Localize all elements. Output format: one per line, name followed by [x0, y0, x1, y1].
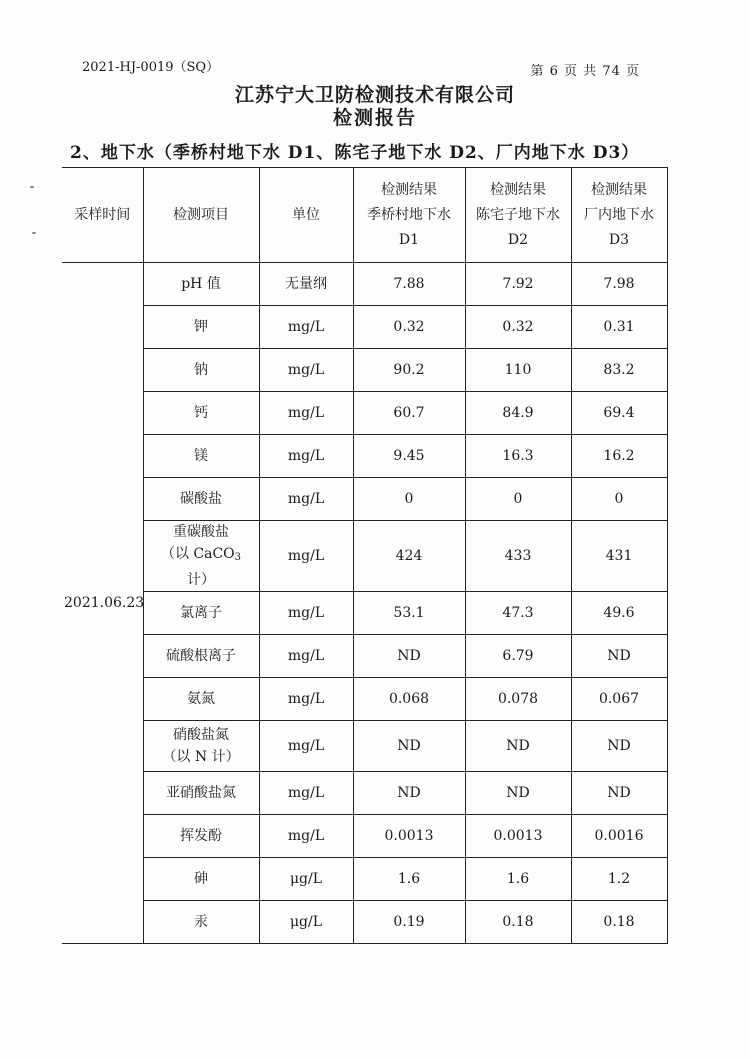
result-d1-cell: 53.1 — [353, 592, 465, 635]
table-row — [62, 435, 667, 478]
header-test-item: 检测项目 — [143, 168, 259, 263]
note-text: （以 CaCO — [160, 546, 235, 562]
table-row — [62, 521, 667, 592]
result-d3-cell: 69.4 — [571, 392, 667, 435]
test-item-cell: 碳酸盐 — [143, 478, 259, 521]
header-line: D3 — [608, 231, 630, 248]
result-d1-cell: 7.88 — [353, 263, 465, 306]
header-line: 检测结果 — [591, 181, 647, 198]
result-d3-cell: 0.0016 — [571, 815, 667, 858]
result-d2-cell: ND — [465, 721, 571, 772]
result-d3-cell: 16.2 — [571, 435, 667, 478]
header-line: 季桥村地下水 — [367, 206, 451, 223]
result-d3-cell: 0.067 — [571, 678, 667, 721]
table-row — [62, 592, 667, 635]
result-d2-cell: 433 — [465, 521, 571, 592]
unit-cell: 无量纲 — [259, 263, 353, 306]
test-item-cell — [143, 721, 259, 772]
unit-cell: mg/L — [259, 521, 353, 592]
section-title: 2、地下水（季桥村地下水 D1、陈宅子地下水 D2、厂内地下水 D3） — [70, 143, 640, 163]
result-d3-cell: ND — [571, 721, 667, 772]
result-d1-cell: 424 — [353, 521, 465, 592]
scan-speck — [32, 232, 36, 234]
unit-cell: mg/L — [259, 815, 353, 858]
result-d2-cell: 1.6 — [465, 858, 571, 901]
result-d2-cell: 84.9 — [465, 392, 571, 435]
result-d2-cell: ND — [465, 772, 571, 815]
unit-cell: mg/L — [259, 635, 353, 678]
unit-cell: mg/L — [259, 392, 353, 435]
note-text: 计） — [187, 572, 215, 588]
unit-cell: mg/L — [259, 772, 353, 815]
result-d2-cell: 47.3 — [465, 592, 571, 635]
result-d3-cell: 431 — [571, 521, 667, 592]
table-row — [62, 635, 667, 678]
test-item-cell — [143, 521, 259, 592]
result-d1-cell: ND — [353, 721, 465, 772]
table-row — [62, 678, 667, 721]
header-result-d2 — [465, 168, 571, 263]
result-d3-cell: 49.6 — [571, 592, 667, 635]
result-d3-cell: 1.2 — [571, 858, 667, 901]
test-item-cell: 钾 — [143, 306, 259, 349]
result-d2-cell: 0 — [465, 478, 571, 521]
header-unit: 单位 — [259, 168, 353, 263]
test-item-cell: 砷 — [143, 858, 259, 901]
result-d3-cell: 83.2 — [571, 349, 667, 392]
unit-cell: mg/L — [259, 435, 353, 478]
test-item-name: 硝酸盐氮 — [173, 727, 229, 743]
test-item-cell: 氯离子 — [143, 592, 259, 635]
result-d3-cell: ND — [571, 772, 667, 815]
test-item-cell: 亚硝酸盐氮 — [143, 772, 259, 815]
test-item-cell: 汞 — [143, 901, 259, 944]
table-row — [62, 392, 667, 435]
test-item-note: （以 N 计） — [162, 749, 240, 765]
result-d1-cell: 0.0013 — [353, 815, 465, 858]
result-d1-cell: 60.7 — [353, 392, 465, 435]
company-name: 江苏宁大卫防检测技术有限公司 — [234, 84, 515, 106]
result-d3-cell: 0 — [571, 478, 667, 521]
table-row — [62, 772, 667, 815]
result-d3-cell: 0.18 — [571, 901, 667, 944]
table-row — [62, 858, 667, 901]
table-row — [62, 901, 667, 944]
result-d2-cell: 0.078 — [465, 678, 571, 721]
result-d1-cell: 0 — [353, 478, 465, 521]
scan-speck — [30, 186, 34, 188]
result-d1-cell: ND — [353, 635, 465, 678]
table-row — [62, 815, 667, 858]
result-d1-cell: 0.19 — [353, 901, 465, 944]
result-d3-cell: ND — [571, 635, 667, 678]
result-d2-cell: 16.3 — [465, 435, 571, 478]
unit-cell: mg/L — [259, 678, 353, 721]
result-d1-cell: ND — [353, 772, 465, 815]
result-d2-cell: 0.18 — [465, 901, 571, 944]
table-row — [62, 349, 667, 392]
test-item-cell: pH 值 — [143, 263, 259, 306]
result-d3-cell: 0.31 — [571, 306, 667, 349]
table-row — [62, 306, 667, 349]
header-line: 检测结果 — [490, 181, 546, 198]
result-d2-cell: 0.0013 — [465, 815, 571, 858]
result-d2-cell: 0.32 — [465, 306, 571, 349]
sample-date-cell: 2021.06.23 — [62, 263, 143, 944]
result-d2-cell: 7.92 — [465, 263, 571, 306]
note-subscript: 3 — [234, 552, 242, 563]
header-result-d3 — [571, 168, 667, 263]
unit-cell: mg/L — [259, 349, 353, 392]
test-item-cell: 挥发酚 — [143, 815, 259, 858]
unit-cell: μg/L — [259, 901, 353, 944]
unit-cell: mg/L — [259, 721, 353, 772]
unit-cell: mg/L — [259, 306, 353, 349]
result-d1-cell: 9.45 — [353, 435, 465, 478]
page-number: 第 6 页 共 74 页 — [530, 64, 640, 79]
result-d1-cell: 0.32 — [353, 306, 465, 349]
table-row — [62, 721, 667, 772]
unit-cell: μg/L — [259, 858, 353, 901]
result-d3-cell: 7.98 — [571, 263, 667, 306]
header-result-d1 — [353, 168, 465, 263]
test-item-cell: 钠 — [143, 349, 259, 392]
header-line: 厂内地下水 — [584, 206, 654, 223]
report-title: 检测报告 — [332, 107, 417, 129]
header-line: 陈宅子地下水 — [476, 206, 560, 223]
test-item-cell: 镁 — [143, 435, 259, 478]
document-code: 2021-HJ-0019（SQ） — [82, 60, 220, 75]
unit-cell: mg/L — [259, 592, 353, 635]
result-d2-cell: 6.79 — [465, 635, 571, 678]
results-table — [62, 167, 668, 944]
test-item-name: 重碳酸盐 — [173, 524, 229, 540]
result-d1-cell: 1.6 — [353, 858, 465, 901]
test-item-cell: 氨氮 — [143, 678, 259, 721]
unit-cell: mg/L — [259, 478, 353, 521]
test-item-cell: 钙 — [143, 392, 259, 435]
result-d1-cell: 0.068 — [353, 678, 465, 721]
test-item-note — [146, 543, 257, 591]
header-line: D2 — [507, 231, 529, 248]
table-row — [62, 263, 667, 306]
table-row — [62, 478, 667, 521]
result-d1-cell: 90.2 — [353, 349, 465, 392]
header-line: D1 — [398, 231, 420, 248]
header-line: 检测结果 — [381, 181, 437, 198]
table-header-row — [62, 168, 667, 263]
result-d2-cell: 110 — [465, 349, 571, 392]
header-sample-time: 采样时间 — [62, 168, 143, 263]
test-item-cell: 硫酸根离子 — [143, 635, 259, 678]
